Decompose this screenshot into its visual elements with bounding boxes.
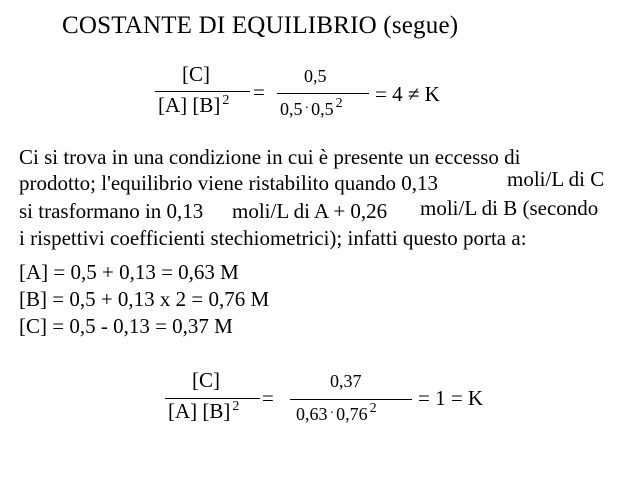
eq1-result: = 4 ≠ K [375, 82, 440, 106]
concentration-c: [C] = 0,5 - 0,13 = 0,37 M [19, 314, 233, 338]
eq2-equals-sign: = [262, 386, 274, 410]
paragraph-line-3-mid: moli/L di A + 0,26 [232, 199, 388, 223]
concentration-a: [A] = 0,5 + 0,13 = 0,63 M [19, 260, 239, 284]
eq2-right-denominator: 0,63 · 0,76 $^2$ [296, 401, 377, 424]
concentration-b: [B] = 0,5 + 0,13 x 2 = 0,76 M [19, 287, 270, 311]
paragraph-line-2-tail: moli/L di C [507, 167, 605, 191]
eq1-right-fraction [272, 62, 372, 122]
paragraph-line-4: i rispettivi coefficienti stechiometrici); infatti questo porta a: [19, 226, 527, 250]
eq2-result: = 1 = K [418, 386, 484, 410]
eq1-equals-sign: = [253, 80, 265, 104]
paragraph-line-2: prodotto; l'equilibrio viene ristabilito quando 0,13 [19, 171, 439, 195]
eq2-right-fraction-bar [290, 399, 412, 400]
eq2-left-numerator: [C] [192, 368, 220, 392]
eq2-right-fraction [290, 368, 415, 428]
eq2-left-fraction [160, 368, 265, 428]
eq2-left-denominator: [A] [B] $^2$ [168, 399, 240, 423]
eq2-right-numerator: 0,37 [330, 371, 362, 391]
eq1-left-numerator: [C] [182, 62, 210, 86]
paragraph-line-3: si trasformano in 0,13 [19, 199, 204, 223]
paragraph-line-1: Ci si trova in una condizione in cui è presente un eccesso di [19, 145, 521, 169]
eq1-right-numerator: 0,5 [304, 66, 327, 86]
eq1-left-denominator: [A] [B] $^2$ [158, 93, 230, 117]
paragraph-line-3-tail: moli/L di B (secondo [420, 196, 599, 220]
eq1-left-fraction [150, 62, 255, 122]
slide-title: COSTANTE DI EQUILIBRIO (segue) [62, 12, 459, 39]
eq1-right-fraction-bar [277, 93, 369, 94]
eq1-right-denominator: 0,5 · 0,5 $^2$ [280, 96, 343, 119]
